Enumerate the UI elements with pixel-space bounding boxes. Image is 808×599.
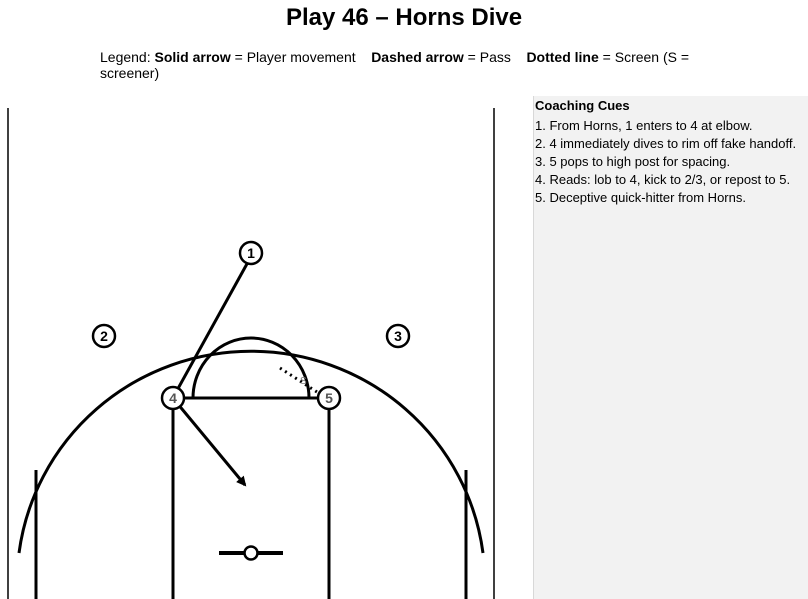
rim — [245, 547, 258, 560]
player-5-label: 5 — [325, 390, 333, 406]
legend-solid-label: Solid arrow — [154, 49, 231, 65]
coaching-cue-item: 5. Deceptive quick-hitter from Horns. — [535, 190, 746, 205]
free-throw-circle — [193, 338, 309, 398]
coaching-cue-item: 2. 4 immediately dives to rim off fake handoff. — [535, 136, 797, 151]
player-4-dive-arrow — [177, 403, 245, 485]
player-1-movement-line — [175, 262, 248, 394]
player-3 — [387, 325, 409, 347]
legend-solid-desc: = Player movement — [234, 49, 356, 65]
player-5 — [318, 387, 340, 409]
player-4 — [162, 387, 184, 409]
screen-dotted-line — [280, 368, 317, 392]
player-4-label: 4 — [169, 390, 177, 406]
three-point-arc — [19, 351, 483, 553]
legend-dashed-desc: = Pass — [467, 49, 511, 65]
legend-dashed-label: Dashed arrow — [371, 49, 464, 65]
screen-marker: S — [300, 376, 307, 387]
player-2-label: 2 — [100, 328, 108, 344]
coaching-cue-item: 3. 5 pops to high post for spacing. — [535, 154, 731, 169]
play-title: Play 46 – Horns Dive — [285, 4, 523, 31]
legend-dotted-desc: = Screen (S = screener) — [100, 49, 690, 81]
player-1 — [240, 242, 262, 264]
coaching-cues-panel — [533, 96, 808, 599]
player-1-label: 1 — [247, 245, 255, 261]
legend-dotted-label: Dotted line — [526, 49, 599, 65]
legend-prefix: Legend: — [100, 49, 151, 65]
coaching-cue-item: 1. From Horns, 1 enters to 4 at elbow. — [535, 118, 753, 133]
coaching-cue-item: 4. Reads: lob to 4, kick to 2/3, or repost to 5. — [535, 172, 791, 187]
coaching-cues-title: Coaching Cues — [535, 98, 630, 113]
player-2 — [93, 325, 115, 347]
player-3-label: 3 — [394, 328, 402, 344]
